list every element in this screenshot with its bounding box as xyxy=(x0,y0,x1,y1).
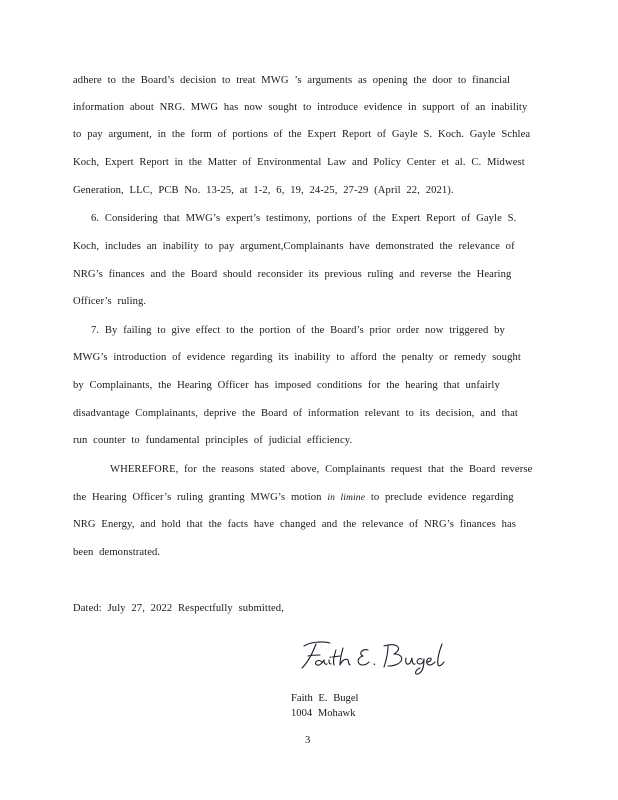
paragraph-7-line-3: by Complainants, the Hearing Officer has imposed conditions for the hearing that unfairly xyxy=(73,380,500,391)
wherefore-line-4: been demonstrated. xyxy=(73,547,161,558)
body-line-4: Koch, Expert Report in the Matter of Environmental Law and Policy Center et al. C. Midwest xyxy=(73,157,525,168)
paragraph-7-line-2: MWG’s introduction of evidence regarding its inability to afford the penalty or remedy sought xyxy=(73,352,521,363)
body-line-5: Generation, LLC, PCB No. 13-25, at 1-2, 6, 19, 24-25, 27-29 (April 22, 2021). xyxy=(73,185,454,196)
latin-term: in limine xyxy=(327,492,366,503)
wherefore-line-2-start: the Hearing Officer’s ruling granting MWG’s motion xyxy=(73,492,322,503)
body-line-1: adhere to the Board’s decision to treat MWG ’s arguments as opening the door to financial xyxy=(73,75,511,86)
body-line-2: information about NRG. MWG has now sought to introduce evidence in support of an inability xyxy=(73,102,528,113)
page-number: 3 xyxy=(305,735,311,746)
wherefore-line-2-end: to preclude evidence regarding xyxy=(370,492,514,503)
signer-address: 1004 Mohawk xyxy=(291,708,356,719)
paragraph-6-line-2: Koch, includes an inability to pay argument,Complainants have demonstrated the relevance of xyxy=(73,241,515,252)
paragraph-7-line-4: disadvantage Complainants, deprive the Board of information relevant to its decision, and that xyxy=(73,408,518,419)
handwritten-signature xyxy=(296,636,456,678)
paragraph-6-line-1: 6. Considering that MWG’s expert’s testimony, portions of the Expert Report of Gayle S. xyxy=(91,213,517,224)
paragraph-7-line-5: run counter to fundamental principles of judicial efficiency. xyxy=(73,435,353,446)
wherefore-line-1: WHEREFORE, for the reasons stated above, Complainants request that the Board reverse xyxy=(110,464,533,475)
body-line-3: to pay argument, in the form of portions of the Expert Report of Gayle S. Koch. Gayle Schlea xyxy=(73,129,531,140)
paragraph-6-line-4: Officer’s ruling. xyxy=(73,296,147,307)
paragraph-7-line-1: 7. By failing to give effect to the portion of the Board’s prior order now triggered by xyxy=(91,325,505,336)
signer-name: Faith E. Bugel xyxy=(291,693,359,704)
date-line: Dated: July 27, 2022 Respectfully submitted, xyxy=(73,603,284,614)
wherefore-line-2 xyxy=(73,491,514,504)
paragraph-6-line-3: NRG’s finances and the Board should reconsider its previous ruling and reverse the Hearing xyxy=(73,269,512,280)
wherefore-line-3: NRG Energy, and hold that the facts have changed and the relevance of NRG’s finances has xyxy=(73,519,516,530)
